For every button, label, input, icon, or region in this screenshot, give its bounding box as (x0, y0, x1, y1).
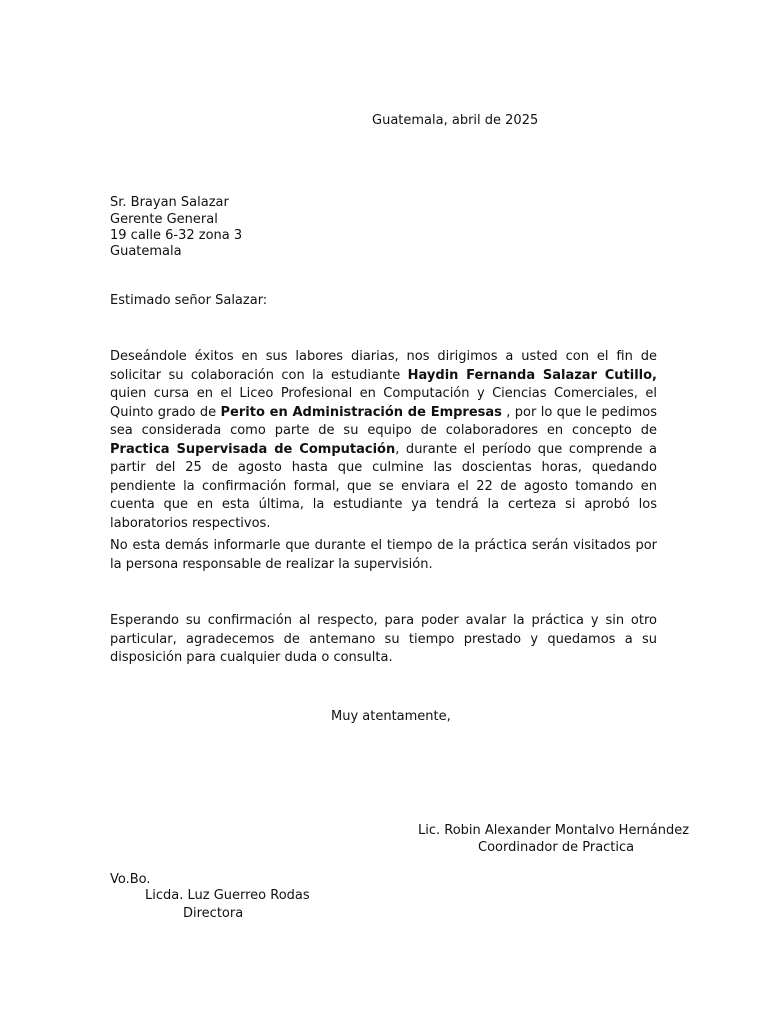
student-name: Haydin Fernanda Salazar Cutillo, (407, 367, 657, 383)
recipient-address: 19 calle 6-32 zona 3 (110, 228, 243, 243)
body-paragraph-3: Esperando su confirmación al respecto, para poder avalar la práctica y sin otro particular, agradecemos de antemano su tiempo prestado y quedamos a su disposición para cualquier duda o consulta. (110, 613, 657, 665)
practice-name: Practica Supervisada de Computación (110, 441, 396, 457)
p1-text-2: quien cursa en el Liceo Profesional en Computación y Ciencias Comerciales, el Quinto grado de (110, 386, 657, 420)
signatory-title: Coordinador de Practica (478, 840, 635, 855)
degree-name: Perito en Administración de Empresas (220, 404, 502, 420)
signatory-name: Lic. Robin Alexander Montalvo Hernández (418, 823, 690, 838)
greeting: Estimado señor Salazar: (110, 293, 268, 308)
recipient-name: Sr. Brayan Salazar (110, 195, 229, 210)
p1-text-4: , durante el período que comprende a partir del 25 de agosto hasta que culmine las doscientas horas, quedando pendiente la confirmación formal, que se enviara el 22 de agosto tomando en cuenta que en esta última, la estudiante ya tendrá la certeza si aprobó los laboratorios respectivos. (110, 441, 657, 531)
director-name: Licda. Luz Guerreo Rodas (145, 888, 310, 903)
body-paragraph-1 (110, 348, 657, 533)
date-line: Guatemala, abril de 2025 (372, 113, 539, 128)
recipient-title: Gerente General (110, 212, 218, 227)
p1-text-3: , por lo que le pedimos sea considerada como parte de su equipo de colaboradores en concepto de (110, 404, 657, 438)
closing: Muy atentamente, (331, 709, 451, 724)
p1-text-1: Deseándole éxitos en sus labores diarias, nos dirigimos a usted con el fin de solicitar su colaboración con la estudiante (110, 349, 657, 383)
director-title: Directora (183, 906, 244, 921)
body-paragraph-2: No esta demás informarle que durante el tiempo de la práctica serán visitados por la persona responsable de realizar la supervisión. (110, 538, 657, 572)
recipient-city: Guatemala (110, 244, 182, 259)
approval-label: Vo.Bo. (110, 872, 151, 887)
